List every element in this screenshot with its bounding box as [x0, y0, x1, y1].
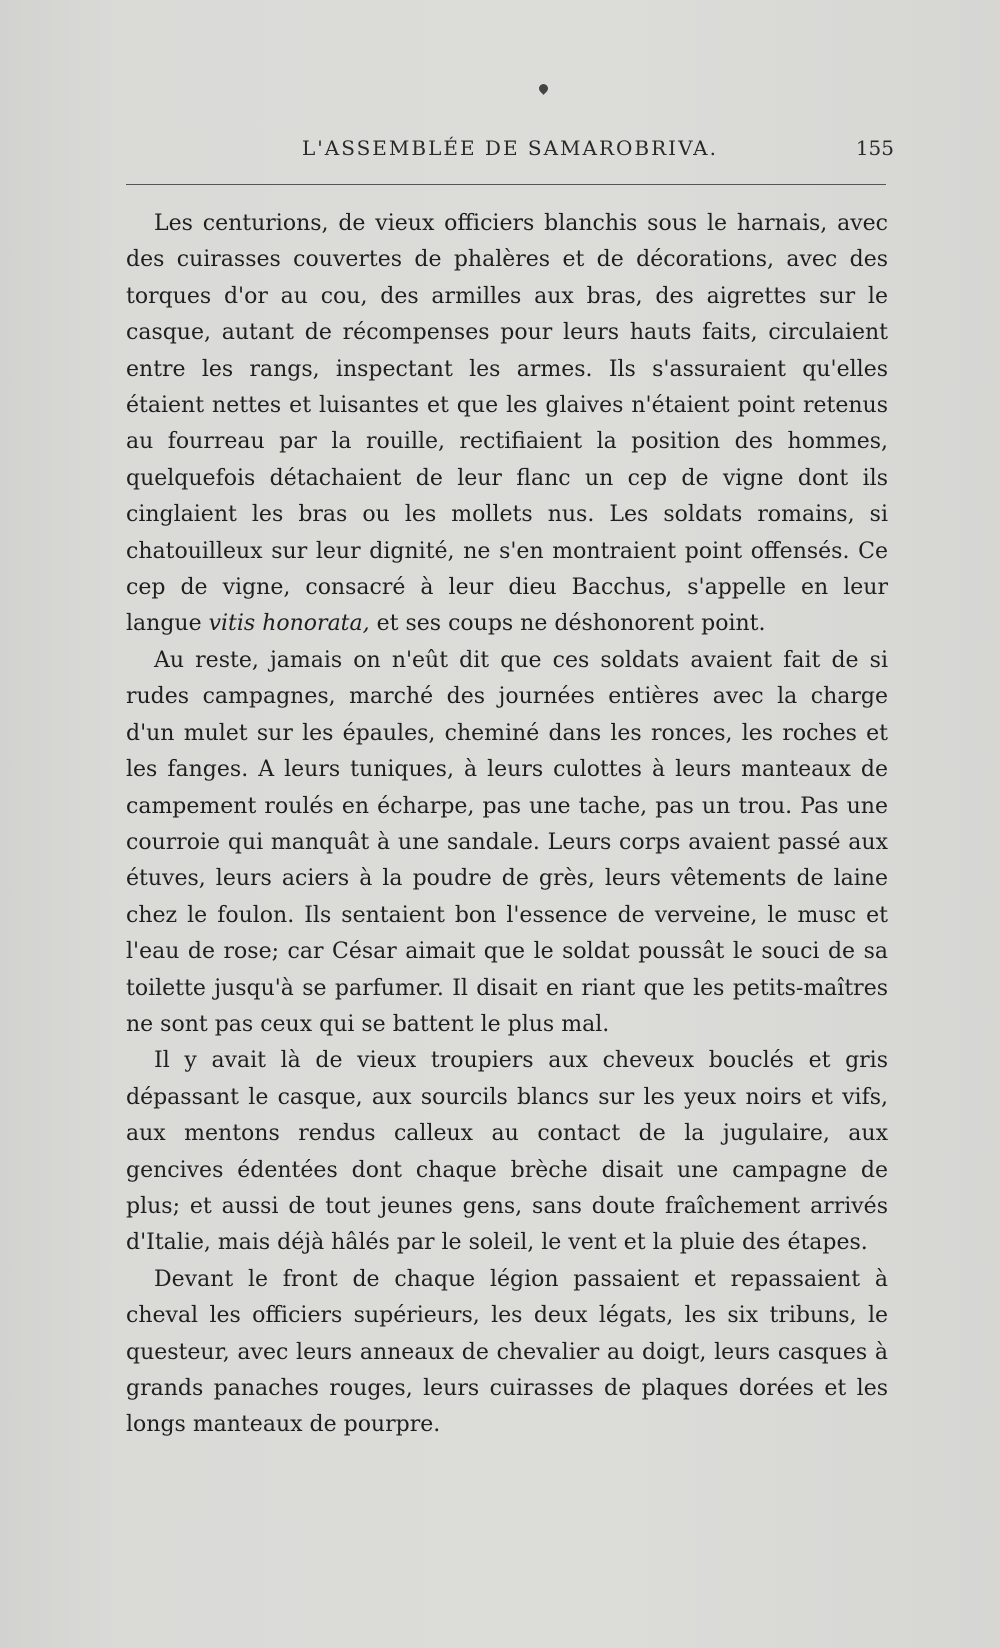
body-text	[126, 206, 888, 1444]
paragraph-3: Il y avait là de vieux troupiers aux cheveux bouclés et gris dépassant le casque, aux sourcils blancs sur les yeux noirs et vifs, aux mentons rendus calleux au contact de la jugulaire, aux gencives édentées dont chaque brèche disait une campagne de plus; et aussi de tout jeunes gens, sans doute fraîchement arrivés d'Italie, mais déjà hâlés par le soleil, le vent et la pluie des étapes.	[126, 1048, 888, 1256]
paragraph-1	[126, 206, 888, 643]
running-title: L'ASSEMBLÉE DE SAMAROBRIVA.	[302, 136, 718, 160]
paragraph-1-italic: vitis honorata,	[208, 611, 370, 637]
header-rule	[126, 184, 886, 185]
page-header	[126, 136, 894, 170]
paragraph-1-text: Les centurions, de vieux officiers blanchis sous le harnais, avec des cuirasses couvertes de phalères et de décorations, avec des torques d'or au cou, des armilles aux bras, des aigrettes sur le casque, autant de récompenses pour leurs hauts faits, circulaient entre les rangs, inspectant les armes. Ils s'assuraient qu'elles étaient nettes et luisantes et que les glaives n'étaient point retenus au fourreau par la rouille, rectifiaient la position des hommes, quelquefois détachaient de leur flanc un cep de vigne dont ils cinglaient les bras ou les mollets nus. Les soldats romains, si chatouilleux sur leur dignité, ne s'en montraient point offensés. Ce cep de vigne, consacré à leur dieu Bacchus, s'appelle en leur langue	[126, 211, 888, 637]
printer-ornament	[537, 82, 550, 95]
page-number: 155	[855, 136, 894, 160]
paragraph-4: Devant le front de chaque légion passaient et repassaient à cheval les officiers supérieurs, les deux légats, les six tribuns, le questeur, avec leurs anneaux de chevalier au doigt, leurs casques à grands panaches rouges, leurs cuirasses de plaques dorées et les longs manteaux de pourpre.	[126, 1266, 888, 1438]
paragraph-2: Au reste, jamais on n'eût dit que ces soldats avaient fait de si rudes campagnes, marché des journées entières avec la charge d'un mulet sur les épaules, cheminé dans les ronces, les roches et les fanges. A leurs tuniques, à leurs culottes à leurs manteaux de campement roulés en écharpe, pas une tache, pas un trou. Pas une courroie qui manquât à une sandale. Leurs corps avaient passé aux étuves, leurs aciers à la poudre de grès, leurs vêtements de laine chez le foulon. Ils sentaient bon l'essence de verveine, le musc et l'eau de rose; car César aimait que le soldat poussât le souci de sa toilette jusqu'à se parfumer. Il disait en riant que les petits-maîtres ne sont pas ceux qui se battent le plus mal.	[126, 647, 888, 1037]
paragraph-1-text-end: et ses coups ne déshonorent point.	[369, 611, 766, 637]
